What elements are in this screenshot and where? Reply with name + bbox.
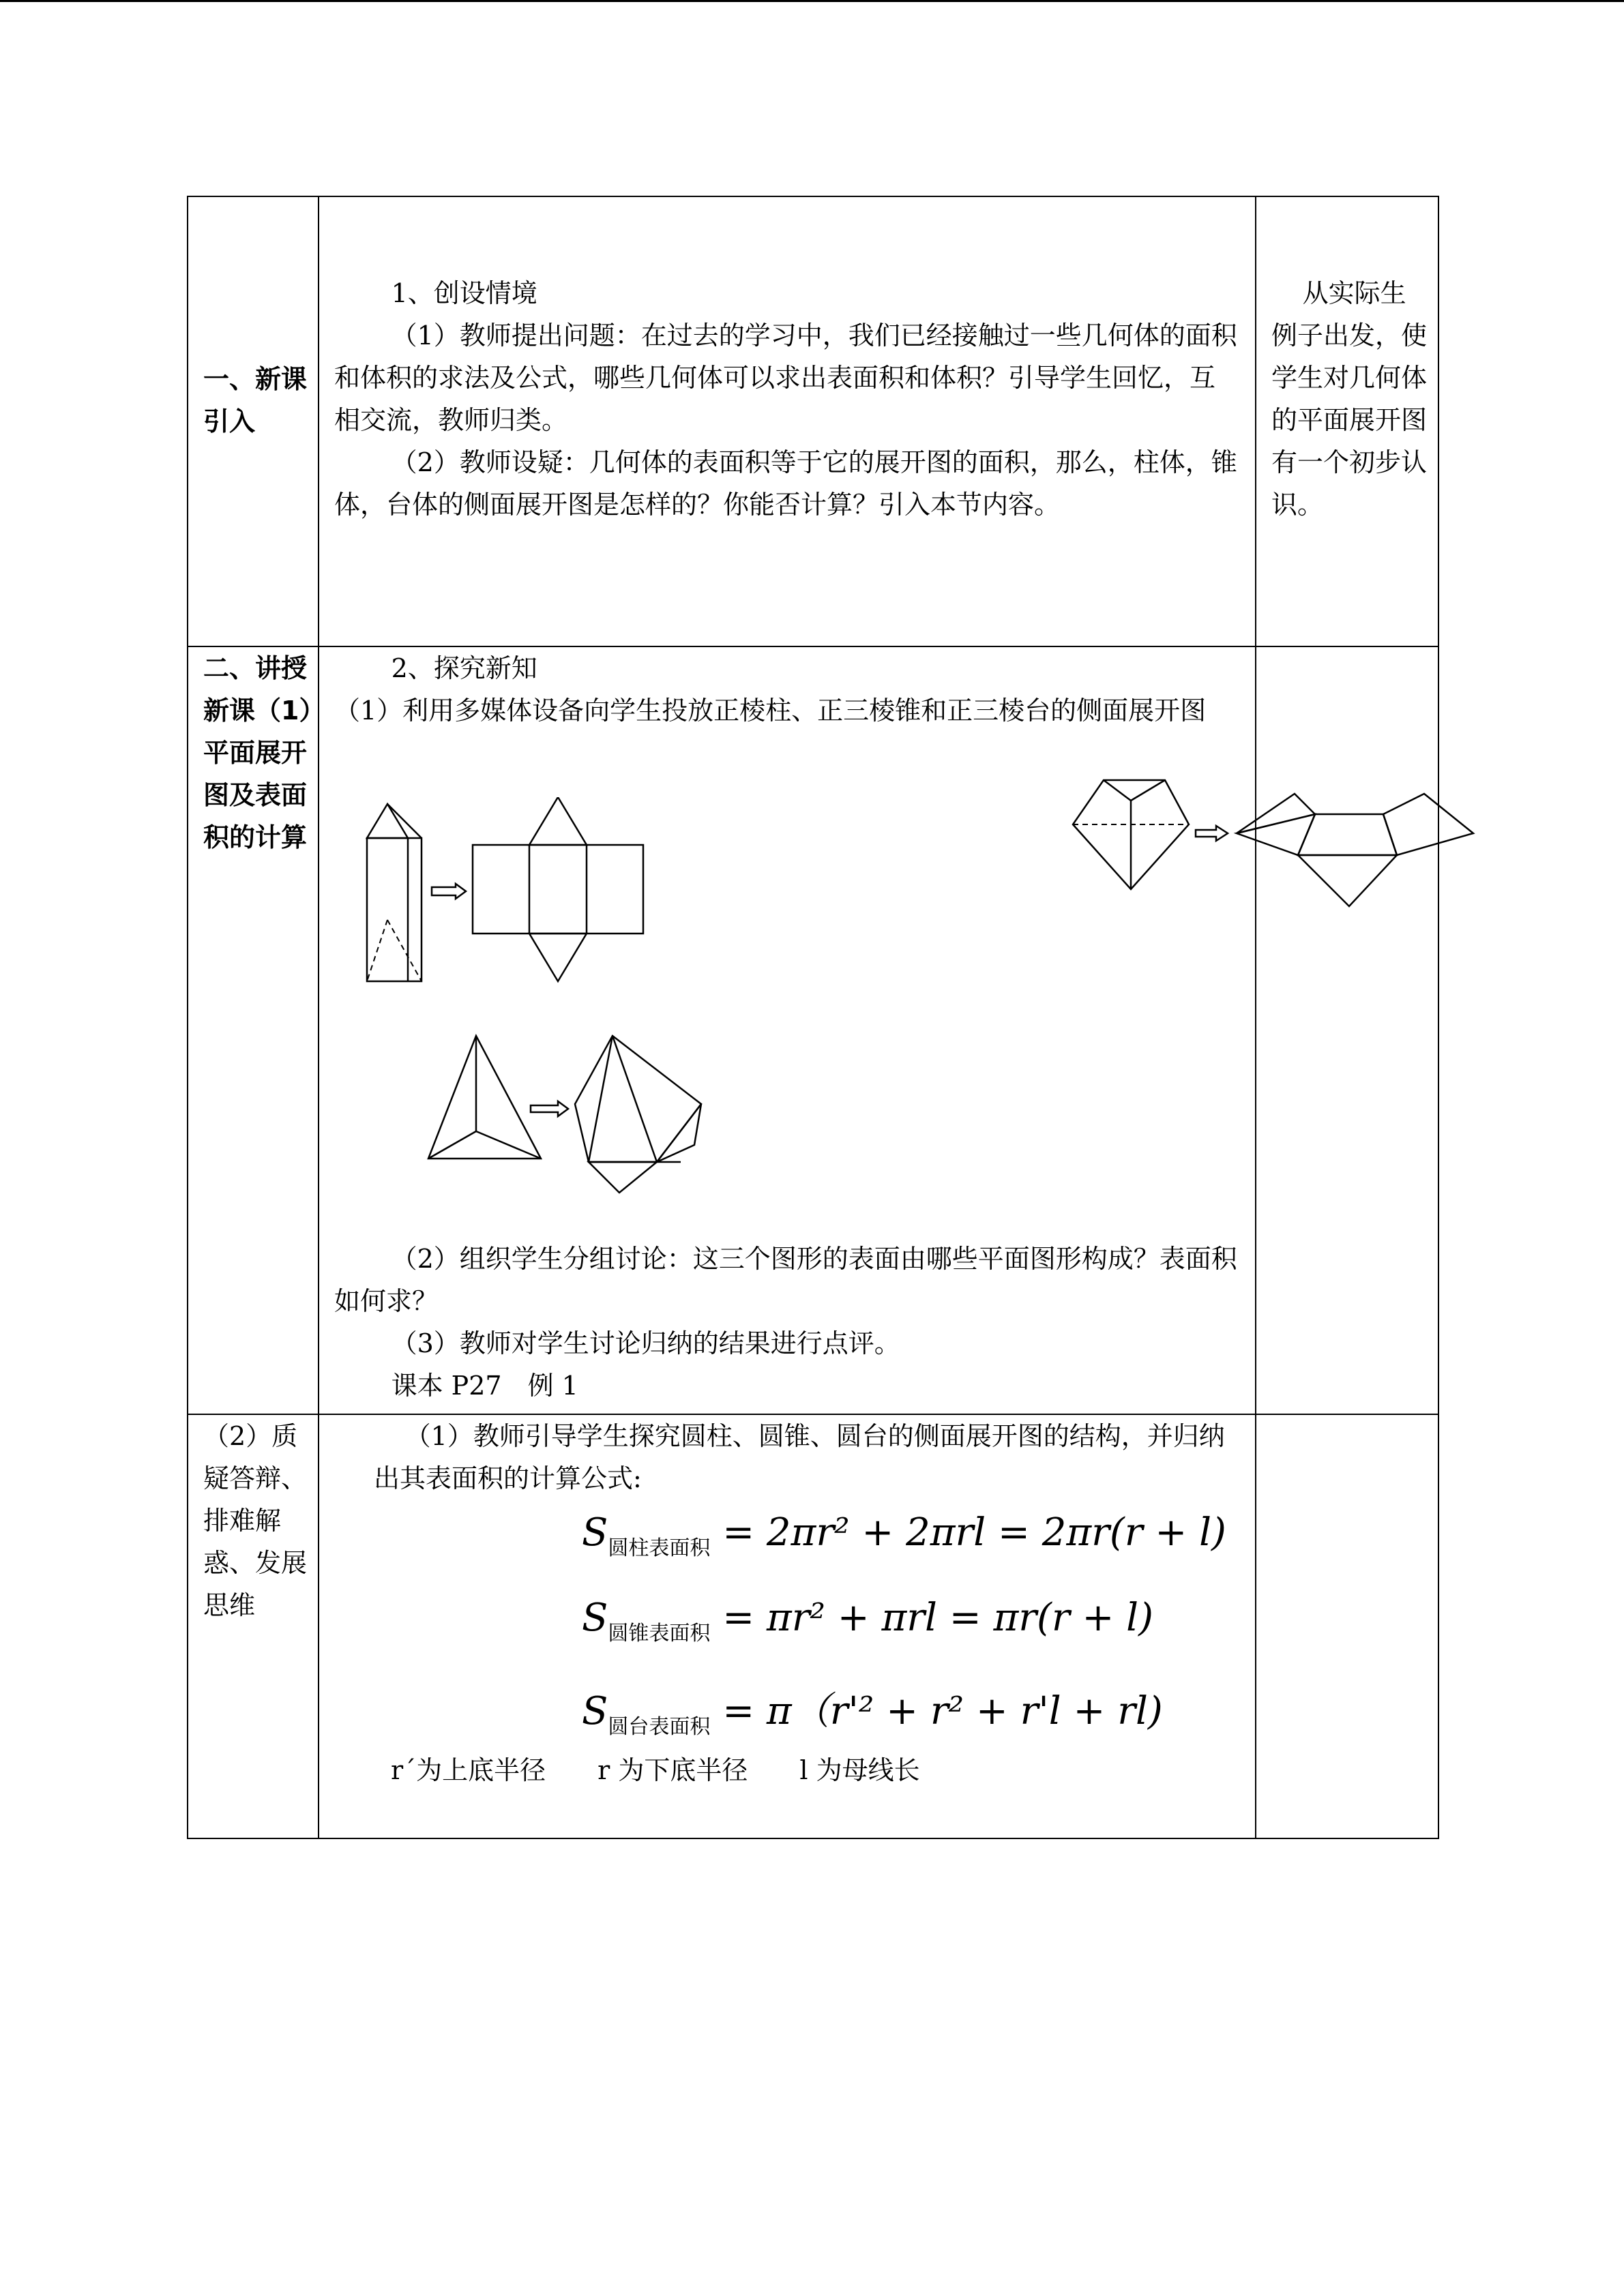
- row-note-cell: [1256, 646, 1438, 1414]
- prism-net-figure: [360, 797, 647, 1002]
- paragraph: 课本 P27 例 1: [391, 1371, 578, 1401]
- row-content-cell: [319, 196, 1256, 646]
- row-note-cell: [1256, 1414, 1438, 1838]
- paragraph: （3）教师对学生讨论归纳的结果进行点评。: [391, 1328, 900, 1358]
- formula-cylinder: $S_{圆柱表面积} = 2\pi r^2 + 2\pi rl = 2\pi r(r + l)$: [582, 1510, 1226, 1560]
- table-row: [188, 646, 1438, 1414]
- section-heading: 2、探究新知: [391, 653, 537, 683]
- row-note-cell: [1256, 196, 1438, 646]
- section-heading: 1、创设情境: [391, 278, 537, 308]
- row-label-cell: [188, 196, 319, 646]
- formula-rhs: = πr² + πrl = πr(r + l): [722, 1596, 1153, 1640]
- row-content: [374, 1415, 1240, 1500]
- formula-rhs: = 2πr² + 2πrl = 2πr(r + l): [722, 1510, 1226, 1555]
- formula-subscript: 圆锥表面积: [608, 1622, 711, 1645]
- pyramid-net-figure: [422, 1029, 722, 1247]
- row-label-cell: [188, 1414, 319, 1838]
- formula-legend: r´为上底半径 r 为下底半径 l 为母线长: [391, 1755, 920, 1785]
- formula-frustum: $S_{圆台表面积} = \pi(r'^2 + r^2 + r'l + rl)$: [582, 1689, 1163, 1739]
- row-content-cell: [319, 1414, 1256, 1838]
- formula-cone: $S_{圆锥表面积} = \pi r^2 + \pi rl = \pi r(r + l)$: [582, 1596, 1153, 1645]
- formula-subscript: 圆台表面积: [608, 1715, 711, 1739]
- paragraph: （1）教师提出问题：在过去的学习中，我们已经接触过一些几何体的面积和体积的求法及公式，哪些几何体可以求出表面积和体积？引导学生回忆，互相交流，教师归类。: [334, 320, 1237, 435]
- paragraph: （2）组织学生分组讨论：这三个图形的表面由哪些平面图形构成？表面积如何求？: [334, 1244, 1237, 1316]
- row-note: 从实际生例子出发，使学生对几何体的平面展开图有一个初步认识。: [1271, 278, 1428, 520]
- row-label: 二、讲授新课（1）平面展开图及表面积的计算: [203, 653, 312, 852]
- row-label: 一、新课引入: [203, 364, 308, 436]
- lesson-table: [187, 196, 1439, 1839]
- row-content: [334, 272, 1240, 526]
- table-row: [188, 1414, 1438, 1838]
- table-row: [188, 196, 1438, 646]
- row-content: [334, 647, 1240, 732]
- formula-rhs: = π（r'² + r² + r'l + rl): [722, 1689, 1163, 1733]
- paragraph: （1）利用多媒体设备向学生投放正棱柱、正三棱锥和正三棱台的侧面展开图: [334, 696, 1207, 726]
- formula-subscript: 圆柱表面积: [608, 1536, 711, 1560]
- row-content-cell: [319, 646, 1256, 1414]
- row-label: （2）质疑答辩、排难解惑、发展思维: [203, 1421, 308, 1620]
- paragraph: （1）教师引导学生探究圆柱、圆锥、圆台的侧面展开图的结构，并归纳出其表面积的计算公式:: [374, 1421, 1225, 1493]
- row-content-lower: [334, 1238, 1240, 1407]
- row-label-cell: [188, 646, 319, 1414]
- paragraph: （2）教师设疑：几何体的表面积等于它的展开图的面积，那么，柱体，锥体，台体的侧面展开图是怎样的？你能否计算？引入本节内容。: [334, 447, 1237, 520]
